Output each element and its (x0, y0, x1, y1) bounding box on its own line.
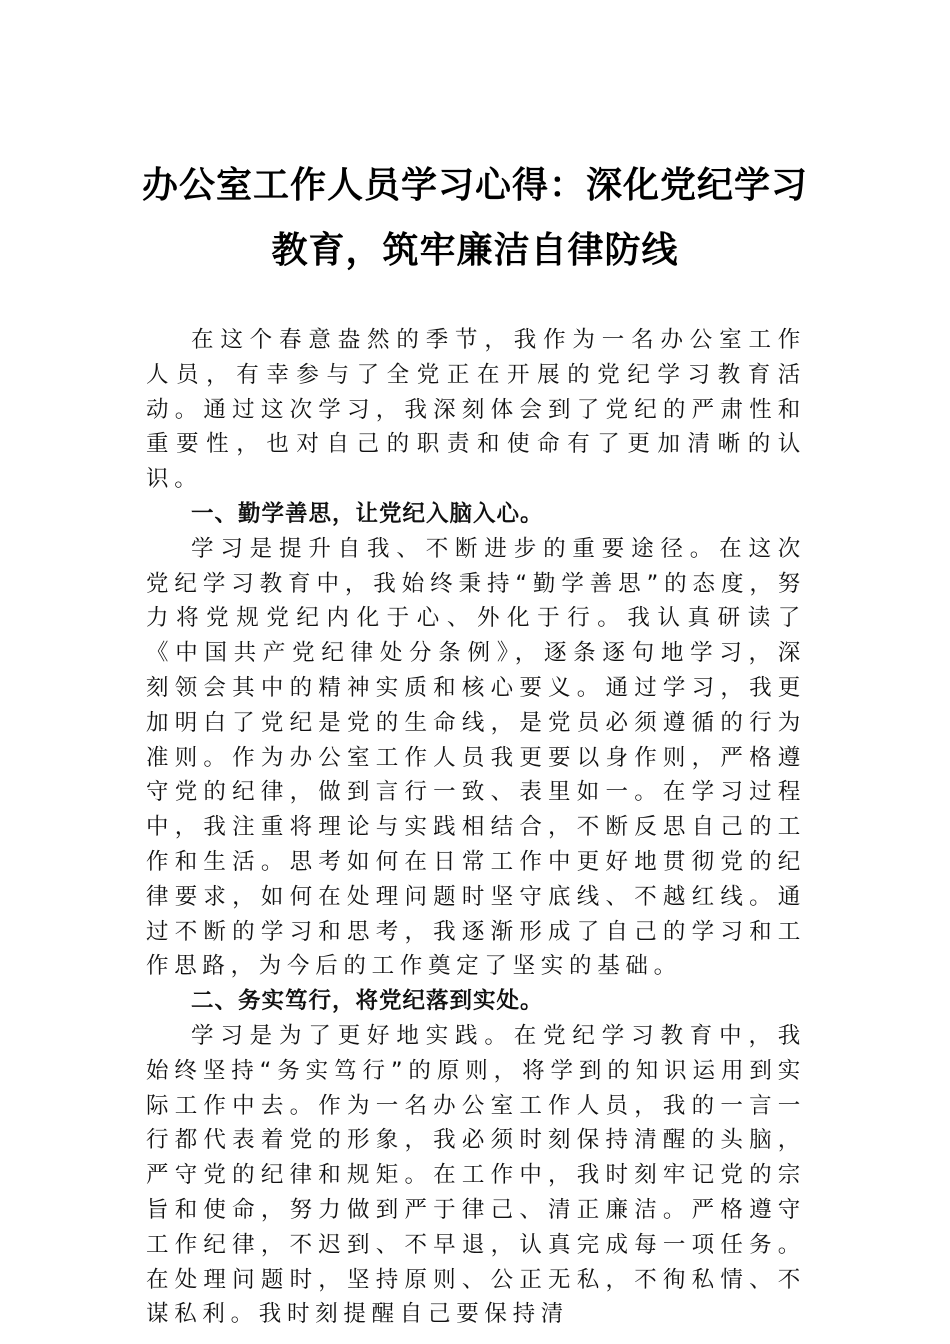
section-2-paragraph: 学习是为了更好地实践。在党纪学习教育中，我始终坚持“务实笃行”的原则，将学到的知识运用到实际工作中去。作为一名办公室工作人员，我的一言一行都代表着党的形象，我必须时刻保持清醒的头脑，严守党的纪律和规矩。在工作中，我时刻牢记党的宗旨和使命，努力做到严于律己、清正廉洁。严格遵守工作纪律，不迟到、不早退，认真完成每一项任务。在处理问题时，坚持原则、公正无私，不徇私情、不谋私利。我时刻提醒自己要保持清 (146, 1022, 806, 1328)
document-title-line-1: 办公室工作人员学习心得：深化党纪学习 (141, 164, 808, 206)
document-body (146, 323, 806, 1332)
section-2-heading: 二、务实笃行，将党纪落到实处。 (191, 988, 544, 1015)
document-title-line-2: 教育，筑牢廉洁自律防线 (271, 229, 679, 271)
intro-paragraph: 在这个春意盎然的季节，我作为一名办公室工作人员，有幸参与了全党正在开展的党纪学习教育活动。通过这次学习，我深刻体会到了党纪的严肃性和重要性，也对自己的职责和使命有了更加清晰的认识。 (146, 327, 806, 493)
section-1-paragraph: 学习是提升自我、不断进步的重要途径。在这次党纪学习教育中，我始终秉持“勤学善思”的态度，努力将党规党纪内化于心、外化于行。我认真研读了《中国共产党纪律处分条例》，逐条逐句地学习，深刻领会其中的精神实质和核心要义。通过学习，我更加明白了党纪是党的生命线，是党员必须遵循的行为准则。作为办公室工作人员我更要以身作则，严格遵守党的纪律，做到言行一致、表里如一。在学习过程中，我注重将理论与实践相结合，不断反思自己的工作和生活。思考如何在日常工作中更好地贯彻党的纪律要求，如何在处理问题时坚守底线、不越红线。通过不断的学习和思考，我逐渐形成了自己的学习和工作思路，为今后的工作奠定了坚实的基础。 (146, 535, 806, 980)
section-1-heading: 一、勤学善思，让党纪入脑入心。 (191, 500, 544, 527)
